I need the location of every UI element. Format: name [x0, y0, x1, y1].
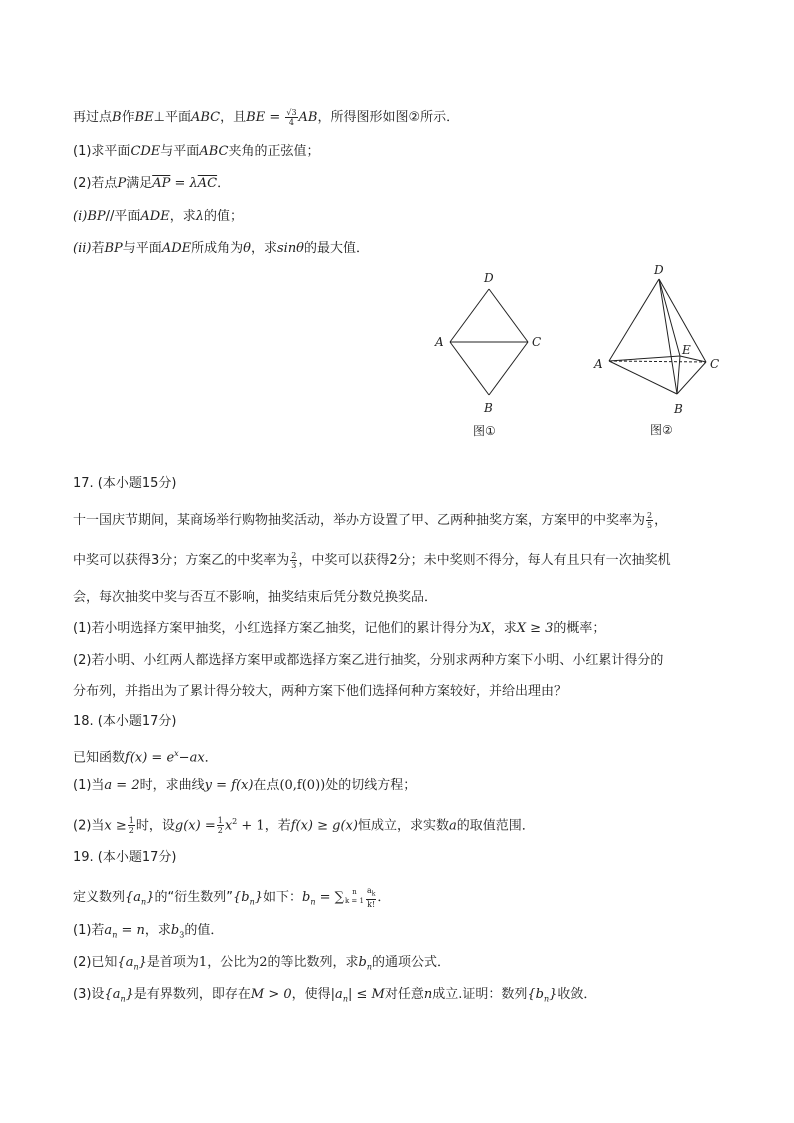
fraction-2-5: $\frac{2}{5}$	[647, 511, 653, 530]
q19-part3: (3)设$\{a_n\}$是有界数列，即存在M > 0，使得$|a_n| \le M$对任意n成立.证明：数列$\{b_n\}$收敛．	[73, 987, 597, 1004]
q16-part2-i: (i)BP//平面ADE，求λ的值；	[73, 209, 243, 224]
sum-limits: n k = 1	[344, 888, 364, 906]
fig2-label-e: E	[682, 343, 691, 357]
q17-header: 17. (本小题15分)	[73, 476, 177, 491]
fig2-label-a: A	[594, 357, 603, 371]
fig2-label-c: C	[710, 357, 720, 371]
fraction-sqrt3-over-4: $\frac{√3}{4}$	[286, 108, 297, 127]
q18-part1: (1)当a = 2时，求曲线y = f(x)在点(0,f(0))处的切线方程；	[73, 778, 417, 793]
fraction-ak-over-kfact: $\frac{a_k}{k!}$	[366, 886, 376, 909]
fig1-label-a: A	[435, 335, 444, 349]
q19-part2: (2)已知$\{a_n\}$是首项为1，公比为2的等比数列，求$b_n$的通项公式．	[73, 955, 450, 972]
q19-definition: 定义数列$\{a_n\}$的“衍生数列$”\{b_n\}$如下：$b_n$ = ∑ n k = 1 $\frac{a_k}{k!}$ ．	[73, 886, 391, 909]
fig1-caption: 图①	[473, 424, 496, 438]
q17-line3: 会，每次抽奖中奖与否互不影响，抽奖结束后凭分数兑换奖品．	[73, 590, 438, 605]
q17-line2: 中奖可以获得3分；方案乙的中奖率为 $\frac{2}{3}$ ，中奖可以获得2分；未中奖则不得分，每人有且只有一次抽奖机	[73, 551, 671, 570]
q19-header: 19. (本小题17分)	[73, 850, 177, 865]
q16-part2-ii: (ii)若BP与平面ADE所成角为θ，求sinθ的最大值．	[73, 241, 370, 256]
q17-part2-line2: 分布列，并指出为了累计得分较大，两种方案下他们选择何种方案较好，并给出理由？	[73, 684, 568, 699]
q18-part2: (2)当x ≥ $\frac{1}{2}$ 时，设g(x) = $\frac{1}{2}$ $x^2 + 1$，若f(x) ≥ g(x)恒成立，求实数a的取值范围．	[73, 816, 535, 836]
fig2-label-d: D	[654, 263, 664, 277]
figure-1-rhombus	[430, 262, 550, 442]
fig1-label-d: D	[484, 271, 494, 285]
fig1-label-b: B	[484, 401, 493, 415]
q18-header: 18. (本小题17分)	[73, 714, 177, 729]
fig2-label-b: B	[674, 402, 683, 416]
figure-2-tetrahedron	[588, 258, 728, 438]
q18-function: 已知函数$f(x) = e^x-ax$．	[73, 749, 218, 766]
fraction-half: $\frac{1}{2}$	[217, 816, 223, 836]
q17-part1: (1)若小明选择方案甲抽奖，小红选择方案乙抽奖，记他们的累计得分为X，求X ≥ 3的概率；	[73, 621, 606, 636]
fig1-label-c: C	[532, 335, 542, 349]
q16-part2: (2)若点P满足$\overline{AP} = \lambda\overline{AC}$．	[73, 176, 231, 191]
q17-part2-line1: (2)若小明、小红两人都选择方案甲或都选择方案乙进行抽奖，分别求两种方案下小明、小红累计得分的	[73, 653, 664, 668]
fraction-2-3: $\frac{2}{3}$	[291, 551, 297, 570]
q17-line1: 十一国庆节期间，某商场举行购物抽奖活动，举办方设置了甲、乙两种抽奖方案，方案甲的中奖率为 $\frac{2}{5}$ ，	[73, 511, 668, 530]
fraction-1-2: $\frac{1}{2}$	[128, 816, 134, 836]
fig2-caption: 图②	[650, 423, 673, 437]
q16-part1: (1)求平面CDE与平面ABC夹角的正弦值；	[73, 144, 320, 159]
q19-part1: (1)若$a_n = n$，求$b_3$的值．	[73, 923, 224, 940]
q16-intro: 再过点B作BE⊥平面ABC，且BE = $\frac{√3}{4}$ AB，所得图形如图②所示．	[73, 108, 460, 127]
